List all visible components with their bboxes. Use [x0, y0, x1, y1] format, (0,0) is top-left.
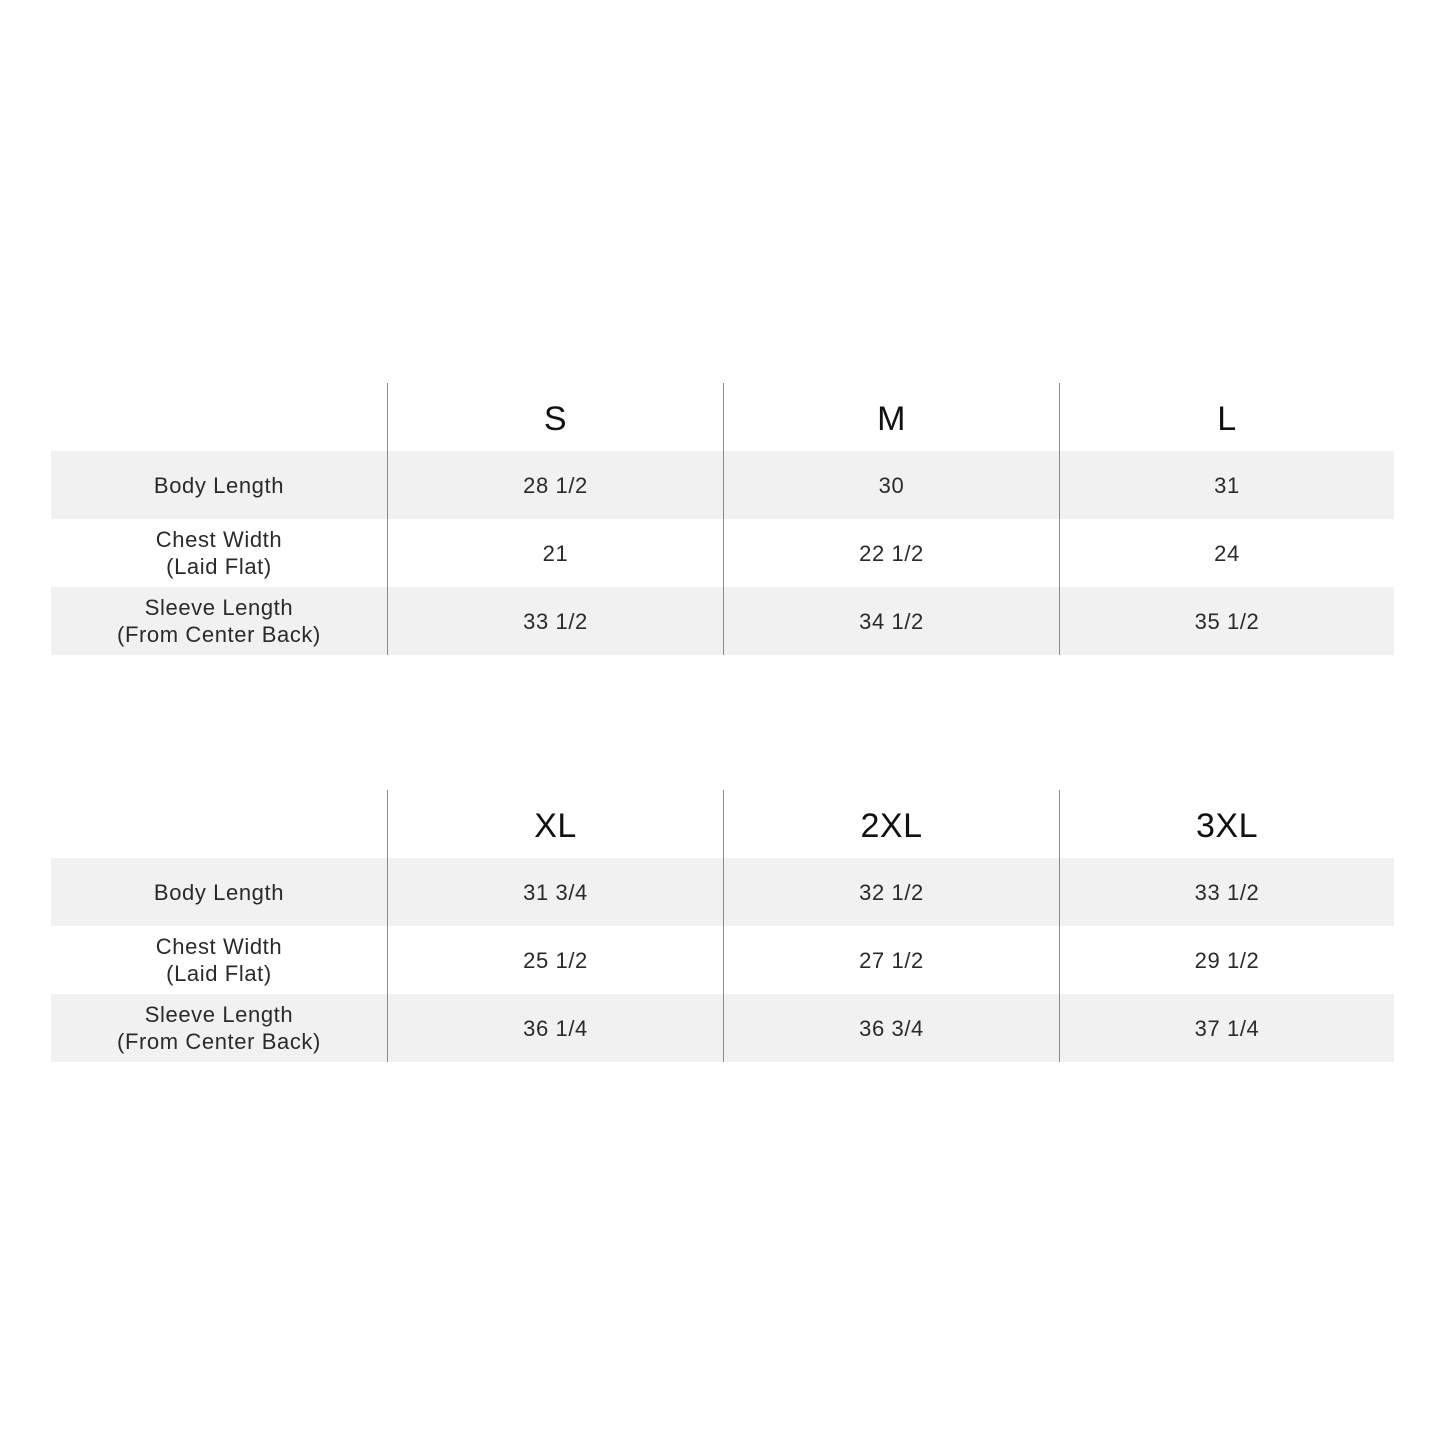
measurement-value: 37 1/4	[1059, 994, 1394, 1062]
header-empty-cell	[51, 790, 387, 858]
measurement-value: 32 1/2	[723, 858, 1059, 926]
measurement-value: 22 1/2	[723, 519, 1059, 587]
measurement-value: 29 1/2	[1059, 926, 1394, 994]
measurement-label: Sleeve Length (From Center Back)	[117, 1002, 321, 1054]
size-header-cell: S	[387, 383, 723, 451]
size-header-cell: L	[1059, 383, 1394, 451]
size-header-cell: 3XL	[1059, 790, 1394, 858]
measurement-value: 25 1/2	[387, 926, 723, 994]
measurement-label: Body Length	[153, 472, 285, 498]
header-empty-cell	[51, 383, 387, 451]
table-row	[51, 519, 1394, 587]
measurement-value: 33 1/2	[1059, 858, 1394, 926]
table-row	[51, 451, 1394, 519]
measurement-value: 31 3/4	[387, 858, 723, 926]
measurement-value: 24	[1059, 519, 1394, 587]
measurement-value: 30	[723, 451, 1059, 519]
measurement-label: Sleeve Length (From Center Back)	[117, 595, 321, 647]
measurement-value: 21	[387, 519, 723, 587]
size-header-cell: 2XL	[723, 790, 1059, 858]
measurement-label: Chest Width (Laid Flat)	[155, 934, 283, 986]
measurement-value: 27 1/2	[723, 926, 1059, 994]
measurement-value: 34 1/2	[723, 587, 1059, 655]
size-header-row	[51, 383, 1394, 451]
measurement-label: Chest Width (Laid Flat)	[155, 527, 283, 579]
size-chart-table-2	[51, 790, 1394, 1062]
measurement-value: 36 3/4	[723, 994, 1059, 1062]
size-header-cell: M	[723, 383, 1059, 451]
size-chart-table-1	[51, 383, 1394, 655]
table-row	[51, 994, 1394, 1062]
table-row	[51, 926, 1394, 994]
measurement-value: 31	[1059, 451, 1394, 519]
size-header-cell: XL	[387, 790, 723, 858]
table-row	[51, 587, 1394, 655]
measurement-value: 28 1/2	[387, 451, 723, 519]
table-row	[51, 858, 1394, 926]
measurement-value: 33 1/2	[387, 587, 723, 655]
measurement-value: 35 1/2	[1059, 587, 1394, 655]
measurement-value: 36 1/4	[387, 994, 723, 1062]
measurement-label: Body Length	[153, 879, 285, 905]
size-header-row	[51, 790, 1394, 858]
